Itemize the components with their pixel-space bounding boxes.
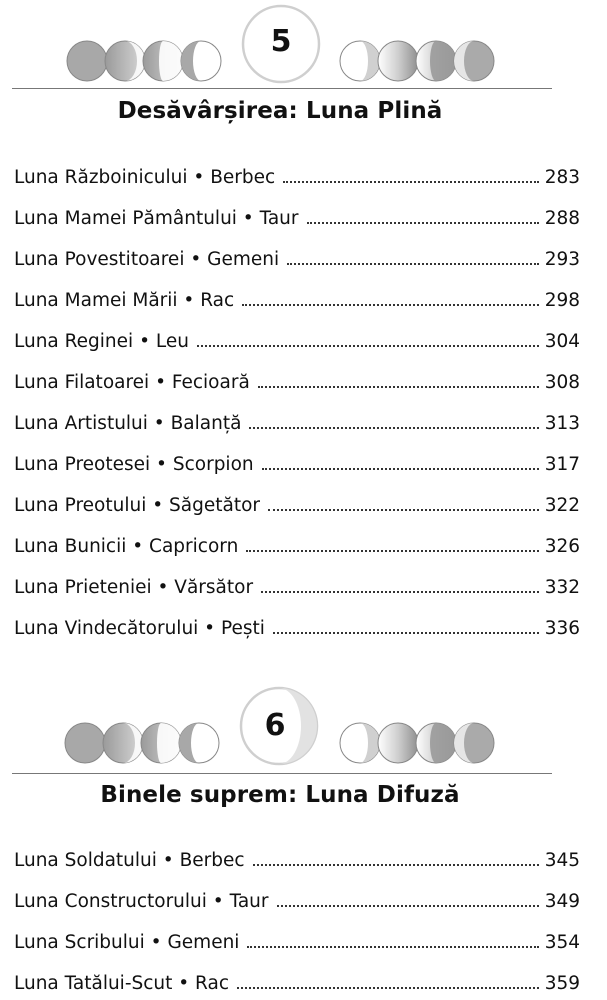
toc-entry-label: Luna Artistului • Balanță (14, 413, 242, 434)
moon-left-1 (65, 723, 105, 763)
toc-entry-label: Luna Vindecătorului • Pești (14, 618, 265, 639)
toc-entry[interactable] (14, 229, 580, 270)
toc-entry[interactable] (14, 557, 580, 598)
dot-leader (249, 427, 538, 429)
moon-right-2 (378, 41, 418, 81)
toc-entry-page: 283 (544, 167, 580, 188)
moon-phases-header (0, 0, 607, 80)
section-title: Binele suprem: Luna Difuză (100, 782, 460, 808)
toc-entry[interactable] (14, 871, 580, 912)
moon-phases-icon (0, 680, 607, 770)
toc-entry-page: 332 (544, 577, 580, 598)
toc-entry-page: 293 (544, 249, 580, 270)
toc-entry-page: 326 (544, 536, 580, 557)
dot-leader (307, 222, 539, 224)
toc-entry-page: 359 (544, 973, 580, 994)
dot-leader (273, 632, 539, 634)
toc-entry-label: Luna Povestitoarei • Gemeni (14, 249, 280, 270)
section-6 (0, 680, 607, 1000)
toc-entry[interactable] (14, 352, 580, 393)
toc-entry-page: 313 (544, 413, 580, 434)
section-number: 6 (264, 708, 286, 743)
toc-entry-label: Luna Mamei Pământului • Taur (14, 208, 299, 229)
toc-entry[interactable] (14, 475, 580, 516)
dot-leader (262, 468, 539, 470)
dot-leader (247, 946, 538, 948)
section-number: 5 (270, 24, 292, 59)
toc-entry[interactable] (14, 147, 580, 188)
dot-leader (253, 864, 539, 866)
section-divider (12, 773, 552, 774)
toc-entry-page: 349 (544, 891, 580, 912)
toc-entry-page: 336 (544, 618, 580, 639)
toc-entry[interactable] (14, 830, 580, 871)
toc-entry-page: 288 (544, 208, 580, 229)
dot-leader (197, 345, 539, 347)
dot-leader (283, 181, 539, 183)
toc-entry-label: Luna Bunicii • Capricorn (14, 536, 239, 557)
toc-entry[interactable] (14, 393, 580, 434)
toc-entry[interactable] (14, 598, 580, 639)
toc-entry-label: Luna Tatălui-Scut • Rac (14, 973, 230, 994)
toc-list (14, 147, 580, 639)
toc-entry[interactable] (14, 912, 580, 953)
toc-entry-page: 354 (544, 932, 580, 953)
toc-entry-label: Luna Războinicului • Berbec (14, 167, 276, 188)
toc-entry-page: 298 (544, 290, 580, 311)
toc-entry-label: Luna Reginei • Leu (14, 331, 189, 352)
toc-list (14, 830, 580, 994)
toc-entry-page: 317 (544, 454, 580, 475)
dot-leader (261, 591, 539, 593)
toc-entry-label: Luna Filatoarei • Fecioară (14, 372, 250, 393)
section-title: Desăvârșirea: Luna Plină (117, 98, 443, 124)
dot-leader (242, 304, 539, 306)
toc-entry-label: Luna Preotului • Săgetător (14, 495, 261, 516)
dot-leader (287, 263, 539, 265)
dot-leader (277, 905, 539, 907)
toc-entry-label: Luna Soldatului • Berbec (14, 850, 245, 871)
toc-entry[interactable] (14, 270, 580, 311)
moon-phases-icon (0, 0, 607, 90)
dot-leader (268, 509, 539, 511)
dot-leader (258, 386, 539, 388)
dot-leader (246, 550, 538, 552)
toc-entry-page: 308 (544, 372, 580, 393)
toc-entry[interactable] (14, 516, 580, 557)
toc-entry-page: 304 (544, 331, 580, 352)
section-divider (12, 88, 552, 89)
toc-entry-label: Luna Mamei Mării • Rac (14, 290, 235, 311)
moon-left-1 (67, 41, 107, 81)
toc-entry[interactable] (14, 188, 580, 229)
toc-entry[interactable] (14, 311, 580, 352)
toc-entry-page: 345 (544, 850, 580, 871)
moon-phases-header (0, 680, 607, 760)
toc-entry[interactable] (14, 434, 580, 475)
toc-entry[interactable] (14, 953, 580, 994)
toc-entry-label: Luna Scribului • Gemeni (14, 932, 240, 953)
moon-right-2 (378, 723, 418, 763)
toc-entry-label: Luna Preotesei • Scorpion (14, 454, 254, 475)
toc-entry-label: Luna Constructorului • Taur (14, 891, 269, 912)
dot-leader (237, 987, 539, 989)
toc-entry-page: 322 (544, 495, 580, 516)
toc-entry-label: Luna Prieteniei • Vărsător (14, 577, 254, 598)
